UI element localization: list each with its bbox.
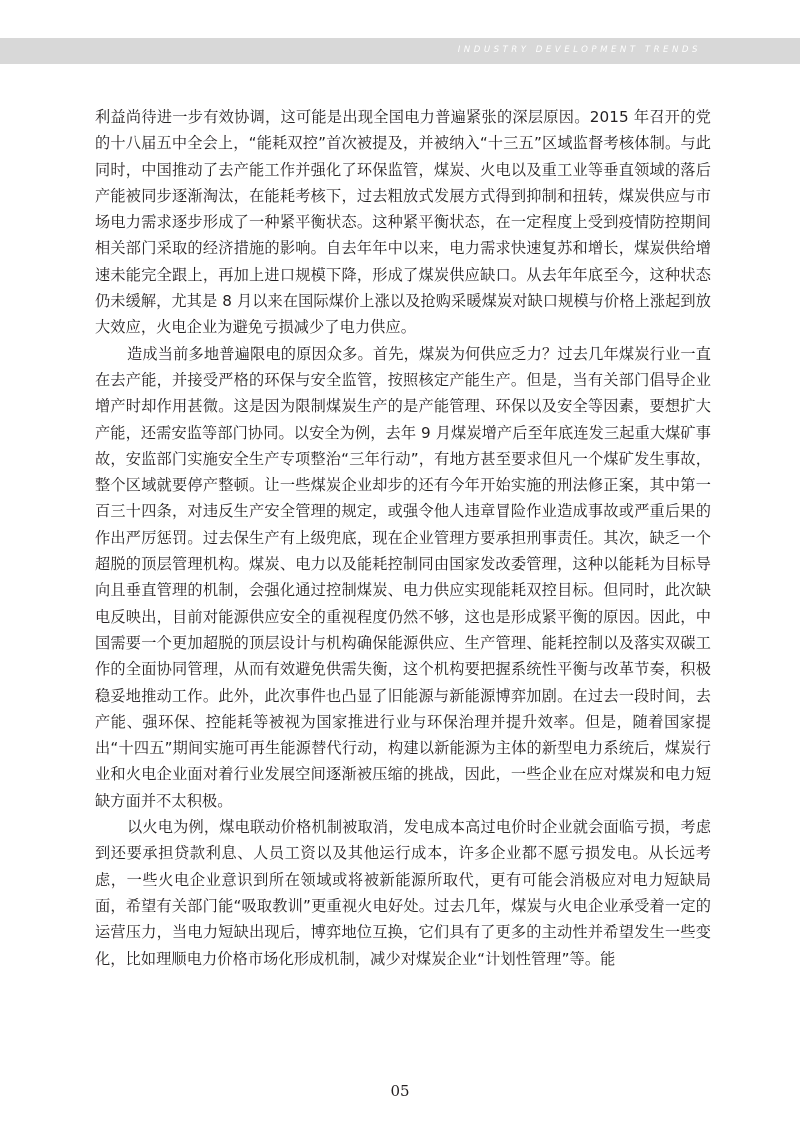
running-header-band — [0, 38, 800, 64]
body-paragraph: 以火电为例，煤电联动价格机制被取消，发电成本高过电价时企业就会面临亏损，考虑到还要承担贷款利息、人员工资以及其他运行成本，许多企业都不愿亏损发电。从长远考虑，一些火电企业意识到所在领域或将被新能源所取代，更有可能会消极应对电力短缺局面，希望有关部门能“吸取教训”更重视火电好处。过去几年，煤炭与火电企业承受着一定的运营压力，当电力短缺出现后，博弈地位互换，它们具有了更多的主动性并希望发生一些变化，比如理顺电力价格市场化形成机制，减少对煤炭企业“计划性管理”等。能 — [95, 818, 711, 968]
running-header-title: INDUSTRY DEVELOPMENT TRENDS — [457, 45, 701, 55]
article-body — [95, 104, 711, 972]
page-number: 05 — [390, 1082, 410, 1100]
body-paragraph: 利益尚待进一步有效协调，这可能是出现全国电力普遍紧张的深层原因。2015 年召开的党的十八届五中全会上，“能耗双控”首次被提及，并被纳入“十三五”区域监督考核体制。与此同时，中国推动了去产能工作并强化了环保监管，煤炭、火电以及重工业等垂直领域的落后产能被同步逐渐淘汰，在能耗考核下，过去粗放式发展方式得到抑制和扭转，煤炭供应与市场电力需求逐步形成了一种紧平衡状态。这种紧平衡状态，在一定程度上受到疫情防控期间相关部门采取的经济措施的影响。自去年年中以来，电力需求快速复苏和增长，煤炭供给增速未能完全跟上，再加上进口规模下降，形成了煤炭供应缺口。从去年年底至今，这种状态仍未缓解，尤其是 8 月以来在国际煤价上涨以及抢购采暖煤炭对缺口规模与价格上涨起到放大效应，火电企业为避免亏损减少了电力供应。 — [95, 108, 711, 337]
body-paragraph: 造成当前多地普遍限电的原因众多。首先，煤炭为何供应乏力？过去几年煤炭行业一直在去产能，并接受严格的环保与安全监管，按照核定产能生产。但是，当有关部门倡导企业增产时却作用甚微。这是因为限制煤炭生产的是产能管理、环保以及安全等因素，要想扩大产能，还需安监等部门协同。以安全为例，去年 9 月煤炭增产后至年底连发三起重大煤矿事故，安监部门实施安全生产专项整治“三年行动”，有地方甚至要求但凡一个煤矿发生事故，整个区域就要停产整顿。让一些煤炭企业却步的还有今年开始实施的刑法修正案，其中第一百三十四条，对违反生产安全管理的规定，或强令他人违章冒险作业造成事故或严重后果的作出严厉惩罚。过去保生产有上级兜底，现在企业管理方要承担刑事责任。其次，缺乏一个超脱的顶层管理机构。煤炭、电力以及能耗控制同由国家发改委管理，这种以能耗为目标导向且垂直管理的机制，会强化通过控制煤炭、电力供应实现能耗双控目标。但同时，此次缺电反映出，目前对能源供应安全的重视程度仍然不够，这也是形成紧平衡的原因。因此，中国需要一个更加超脱的顶层设计与机构确保能源供应、生产管理、能耗控制以及落实双碳工作的全面协同管理，从而有效避免供需失衡，这个机构要把握系统性平衡与改革节奏，积极稳妥地推动工作。此外，此次事件也凸显了旧能源与新能源博弈加剧。在过去一段时间，去产能、强环保、控能耗等被视为国家推进行业与环保治理并提升效率。但是，随着国家提出“十四五”期间实施可再生能源替代行动，构建以新能源为主体的新型电力系统后，煤炭行业和火电企业面对着行业发展空间逐渐被压缩的挑战，因此，一些企业在应对煤炭和电力短缺方面并不太积极。 — [95, 344, 711, 810]
